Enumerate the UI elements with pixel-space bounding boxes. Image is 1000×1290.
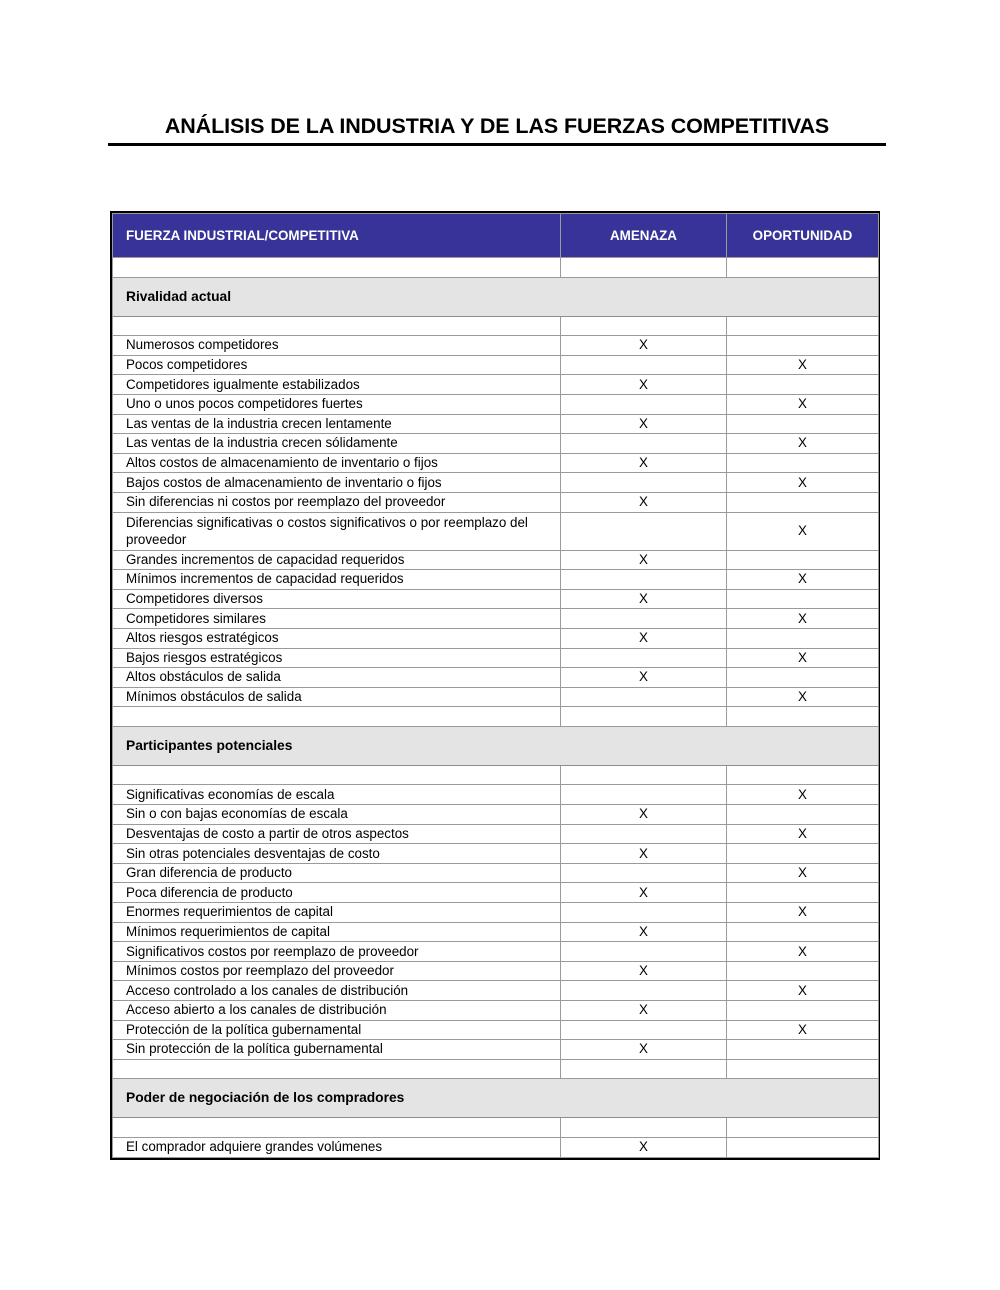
spacer-cell-threat <box>561 258 727 278</box>
opportunity-mark-cell[interactable]: X <box>727 785 879 805</box>
opportunity-mark-cell[interactable] <box>727 589 879 609</box>
table-row <box>113 844 879 864</box>
threat-mark-cell[interactable] <box>561 1020 727 1040</box>
opportunity-mark-cell[interactable] <box>727 1040 879 1060</box>
table-row <box>113 648 879 668</box>
section-header-label: Rivalidad actual <box>113 277 879 316</box>
spacer-cell-force <box>113 1059 561 1079</box>
spacer-cell-opportunity <box>727 765 879 785</box>
spacer-row <box>113 765 879 785</box>
threat-mark-cell[interactable] <box>561 394 727 414</box>
spacer-row <box>113 1059 879 1079</box>
table-row <box>113 1001 879 1021</box>
opportunity-mark-cell[interactable]: X <box>727 648 879 668</box>
spacer-cell-force <box>113 765 561 785</box>
threat-mark-cell[interactable]: X <box>561 883 727 903</box>
force-label-cell: Altos costos de almacenamiento de inventario o fijos <box>113 453 561 473</box>
force-label-cell: Numerosos competidores <box>113 336 561 356</box>
spacer-cell-force <box>113 1118 561 1138</box>
force-label-cell: Competidores similares <box>113 609 561 629</box>
threat-mark-cell[interactable]: X <box>561 1040 727 1060</box>
table-row <box>113 1040 879 1060</box>
section-header-row <box>113 1079 879 1118</box>
table-body <box>113 258 879 1158</box>
opportunity-mark-cell[interactable] <box>727 844 879 864</box>
spacer-cell-opportunity <box>727 707 879 727</box>
table-row <box>113 512 879 550</box>
force-label-cell: Las ventas de la industria crecen lentamente <box>113 414 561 434</box>
table-row <box>113 473 879 493</box>
section-header-label: Participantes potenciales <box>113 726 879 765</box>
table-row <box>113 628 879 648</box>
page-title: ANÁLISIS DE LA INDUSTRIA Y DE LAS FUERZAS COMPETITIVAS <box>164 114 830 138</box>
threat-mark-cell[interactable]: X <box>561 375 727 395</box>
table-row <box>113 1020 879 1040</box>
force-label-cell: Significativos costos por reemplazo de proveedor <box>113 942 561 962</box>
opportunity-mark-cell[interactable]: X <box>727 1020 879 1040</box>
spacer-cell-threat <box>561 1059 727 1079</box>
threat-mark-cell[interactable]: X <box>561 628 727 648</box>
force-label-cell: Significativas economías de escala <box>113 785 561 805</box>
threat-mark-cell[interactable] <box>561 903 727 923</box>
opportunity-mark-cell[interactable] <box>727 453 879 473</box>
opportunity-mark-cell[interactable] <box>727 883 879 903</box>
threat-mark-cell[interactable] <box>561 824 727 844</box>
column-header-force: FUERZA INDUSTRIAL/COMPETITIVA <box>113 214 561 258</box>
force-label-cell: Grandes incrementos de capacidad requeridos <box>113 550 561 570</box>
table-row <box>113 1137 879 1157</box>
threat-mark-cell[interactable]: X <box>561 589 727 609</box>
force-label-cell: Protección de la política gubernamental <box>113 1020 561 1040</box>
column-header-threat: AMENAZA <box>561 214 727 258</box>
table-row <box>113 375 879 395</box>
table-row <box>113 961 879 981</box>
spacer-cell-opportunity <box>727 316 879 336</box>
table-row <box>113 903 879 923</box>
force-label-cell: Gran diferencia de producto <box>113 863 561 883</box>
threat-mark-cell[interactable] <box>561 648 727 668</box>
threat-mark-cell[interactable]: X <box>561 336 727 356</box>
force-label-cell: Bajos costos de almacenamiento de inventario o fijos <box>113 473 561 493</box>
table-row <box>113 394 879 414</box>
opportunity-mark-cell[interactable] <box>727 1137 879 1157</box>
force-label-cell: Altos obstáculos de salida <box>113 668 561 688</box>
threat-mark-cell[interactable] <box>561 473 727 493</box>
force-label-cell: Mínimos obstáculos de salida <box>113 687 561 707</box>
force-label-cell: Mínimos incrementos de capacidad requeridos <box>113 570 561 590</box>
threat-mark-cell[interactable] <box>561 570 727 590</box>
spacer-cell-threat <box>561 316 727 336</box>
threat-mark-cell[interactable]: X <box>561 668 727 688</box>
threat-mark-cell[interactable] <box>561 785 727 805</box>
spacer-cell-force <box>113 316 561 336</box>
threat-mark-cell[interactable] <box>561 512 727 550</box>
table-row <box>113 922 879 942</box>
force-label-cell: Uno o unos pocos competidores fuertes <box>113 394 561 414</box>
force-label-cell: Diferencias significativas o costos significativos o por reemplazo del proveedor <box>113 512 561 550</box>
title-underline-rule <box>108 143 886 146</box>
table-row <box>113 453 879 473</box>
table-header-row <box>113 214 879 258</box>
force-label-cell: Sin protección de la política gubernamental <box>113 1040 561 1060</box>
competitive-forces-table <box>112 213 879 1158</box>
spacer-cell-opportunity <box>727 258 879 278</box>
opportunity-mark-cell[interactable] <box>727 375 879 395</box>
opportunity-mark-cell[interactable]: X <box>727 434 879 454</box>
opportunity-mark-cell[interactable]: X <box>727 942 879 962</box>
opportunity-mark-cell[interactable]: X <box>727 687 879 707</box>
force-label-cell: Las ventas de la industria crecen sólidamente <box>113 434 561 454</box>
force-label-cell: Sin diferencias ni costos por reemplazo del proveedor <box>113 492 561 512</box>
force-label-cell: Sin otras potenciales desventajas de costo <box>113 844 561 864</box>
table-row <box>113 570 879 590</box>
spacer-cell-threat <box>561 765 727 785</box>
table-row <box>113 336 879 356</box>
opportunity-mark-cell[interactable]: X <box>727 512 879 550</box>
table-row <box>113 668 879 688</box>
force-label-cell: Enormes requerimientos de capital <box>113 903 561 923</box>
document-header <box>108 112 886 146</box>
threat-mark-cell[interactable]: X <box>561 961 727 981</box>
opportunity-mark-cell[interactable] <box>727 961 879 981</box>
opportunity-mark-cell[interactable] <box>727 1001 879 1021</box>
opportunity-mark-cell[interactable] <box>727 668 879 688</box>
opportunity-mark-cell[interactable] <box>727 492 879 512</box>
threat-mark-cell[interactable]: X <box>561 453 727 473</box>
section-header-label: Poder de negociación de los compradores <box>113 1079 879 1118</box>
spacer-row <box>113 316 879 336</box>
force-label-cell: Acceso abierto a los canales de distribución <box>113 1001 561 1021</box>
force-label-cell: Mínimos requerimientos de capital <box>113 922 561 942</box>
table-row <box>113 981 879 1001</box>
opportunity-mark-cell[interactable]: X <box>727 473 879 493</box>
threat-mark-cell[interactable] <box>561 434 727 454</box>
table-row <box>113 824 879 844</box>
opportunity-mark-cell[interactable]: X <box>727 981 879 1001</box>
force-label-cell: Poca diferencia de producto <box>113 883 561 903</box>
table-row <box>113 414 879 434</box>
force-label-cell: Pocos competidores <box>113 355 561 375</box>
opportunity-mark-cell[interactable] <box>727 922 879 942</box>
force-label-cell: Bajos riesgos estratégicos <box>113 648 561 668</box>
spacer-cell-force <box>113 258 561 278</box>
threat-mark-cell[interactable]: X <box>561 805 727 825</box>
spacer-cell-opportunity <box>727 1118 879 1138</box>
opportunity-mark-cell[interactable]: X <box>727 609 879 629</box>
force-label-cell: Acceso controlado a los canales de distribución <box>113 981 561 1001</box>
force-label-cell: Competidores igualmente estabilizados <box>113 375 561 395</box>
spacer-cell-threat <box>561 1118 727 1138</box>
threat-mark-cell[interactable]: X <box>561 922 727 942</box>
spacer-cell-force <box>113 707 561 727</box>
spacer-cell-threat <box>561 707 727 727</box>
threat-mark-cell[interactable]: X <box>561 550 727 570</box>
spacer-row <box>113 1118 879 1138</box>
spacer-cell-opportunity <box>727 1059 879 1079</box>
table-row <box>113 687 879 707</box>
table-row <box>113 863 879 883</box>
table-row <box>113 492 879 512</box>
competitive-forces-table-container <box>110 211 880 1160</box>
table-row <box>113 805 879 825</box>
opportunity-mark-cell[interactable] <box>727 628 879 648</box>
threat-mark-cell[interactable]: X <box>561 492 727 512</box>
force-label-cell: Altos riesgos estratégicos <box>113 628 561 648</box>
force-label-cell: El comprador adquiere grandes volúmenes <box>113 1137 561 1157</box>
force-label-cell: Desventajas de costo a partir de otros aspectos <box>113 824 561 844</box>
threat-mark-cell[interactable] <box>561 355 727 375</box>
force-label-cell: Mínimos costos por reemplazo del proveedor <box>113 961 561 981</box>
force-label-cell: Sin o con bajas economías de escala <box>113 805 561 825</box>
opportunity-mark-cell[interactable] <box>727 550 879 570</box>
opportunity-mark-cell[interactable] <box>727 805 879 825</box>
table-row <box>113 550 879 570</box>
section-header-row <box>113 277 879 316</box>
opportunity-mark-cell[interactable]: X <box>727 570 879 590</box>
opportunity-mark-cell[interactable]: X <box>727 824 879 844</box>
threat-mark-cell[interactable]: X <box>561 844 727 864</box>
table-header <box>113 214 879 258</box>
threat-mark-cell[interactable]: X <box>561 414 727 434</box>
force-label-cell: Competidores diversos <box>113 589 561 609</box>
threat-mark-cell[interactable]: X <box>561 1137 727 1157</box>
opportunity-mark-cell[interactable]: X <box>727 355 879 375</box>
threat-mark-cell[interactable] <box>561 981 727 1001</box>
threat-mark-cell[interactable]: X <box>561 1001 727 1021</box>
section-header-row <box>113 726 879 765</box>
threat-mark-cell[interactable] <box>561 687 727 707</box>
table-row <box>113 883 879 903</box>
table-row <box>113 434 879 454</box>
table-row <box>113 589 879 609</box>
opportunity-mark-cell[interactable]: X <box>727 903 879 923</box>
table-row <box>113 942 879 962</box>
table-row <box>113 785 879 805</box>
spacer-row <box>113 707 879 727</box>
opportunity-mark-cell[interactable]: X <box>727 394 879 414</box>
table-row <box>113 609 879 629</box>
threat-mark-cell[interactable] <box>561 942 727 962</box>
threat-mark-cell[interactable] <box>561 609 727 629</box>
column-header-opportunity: OPORTUNIDAD <box>727 214 879 258</box>
spacer-row <box>113 258 879 278</box>
opportunity-mark-cell[interactable] <box>727 414 879 434</box>
threat-mark-cell[interactable] <box>561 863 727 883</box>
opportunity-mark-cell[interactable]: X <box>727 863 879 883</box>
table-row <box>113 355 879 375</box>
opportunity-mark-cell[interactable] <box>727 336 879 356</box>
